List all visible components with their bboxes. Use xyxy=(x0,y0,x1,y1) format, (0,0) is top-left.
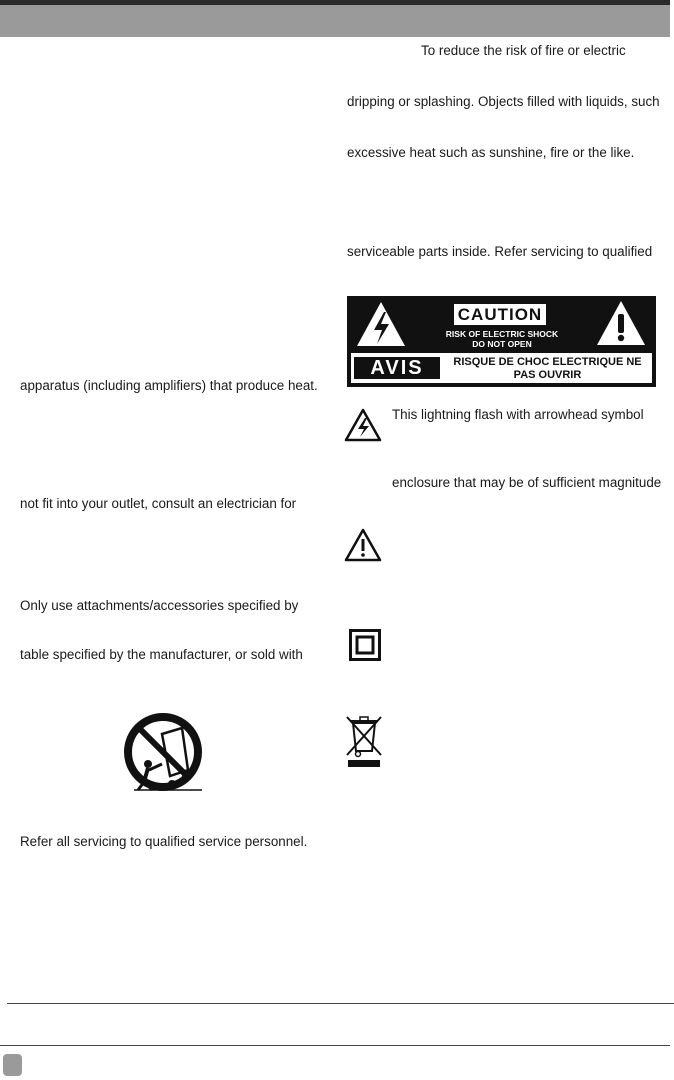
left-line-apparatus: apparatus (including amplifiers) that produce heat. xyxy=(20,378,318,393)
footer-rule xyxy=(7,1003,674,1004)
double-insulation-square-icon xyxy=(349,629,381,661)
left-line-table: table specified by the manufacturer, or sold with xyxy=(20,647,303,662)
avis-strip xyxy=(351,353,652,383)
cart-tip-over-warning-icon xyxy=(122,712,204,794)
avis-french-line2: PAS OUVRIR xyxy=(513,369,582,381)
left-line-servicing: Refer all servicing to qualified service personnel. xyxy=(20,834,308,849)
caution-title-box xyxy=(454,304,546,325)
caution-title: CAUTION xyxy=(457,305,543,324)
footer-rule-lower xyxy=(0,1045,670,1046)
exclamation-triangle-icon xyxy=(343,527,383,563)
right-line-reduce-risk: To reduce the risk of fire or electric xyxy=(421,43,626,58)
avis-french-line1: RISQUE DE CHOC ELECTRIQUE NE xyxy=(453,356,642,368)
caution-risk-line: RISK OF ELECTRIC SHOCK xyxy=(445,329,559,339)
lightning-flash-triangle-icon xyxy=(343,407,383,443)
right-line-lightning: This lightning flash with arrowhead symbol xyxy=(392,407,644,422)
panel-exclamation-triangle-icon xyxy=(595,299,647,347)
right-line-enclosure: enclosure that may be of sufficient magnitude xyxy=(392,475,662,490)
left-line-attachments: Only use attachments/accessories specified by xyxy=(20,598,299,613)
caution-label-panel xyxy=(347,296,656,387)
header-band xyxy=(0,5,670,37)
right-line-serviceable: serviceable parts inside. Refer servicing to qualified xyxy=(347,244,653,259)
left-line-outlet: not fit into your outlet, consult an electrician for xyxy=(20,496,297,511)
right-line-dripping: dripping or splashing. Objects filled with liquids, such xyxy=(347,94,660,109)
avis-label: AVIS xyxy=(354,357,440,379)
page-tab-marker xyxy=(3,1054,22,1076)
caution-do-not-open: DO NOT OPEN xyxy=(472,339,532,349)
crossed-out-wheelie-bin-icon xyxy=(344,713,384,769)
panel-lightning-triangle-icon xyxy=(355,300,407,348)
right-line-heat: excessive heat such as sunshine, fire or the like. xyxy=(347,145,635,160)
